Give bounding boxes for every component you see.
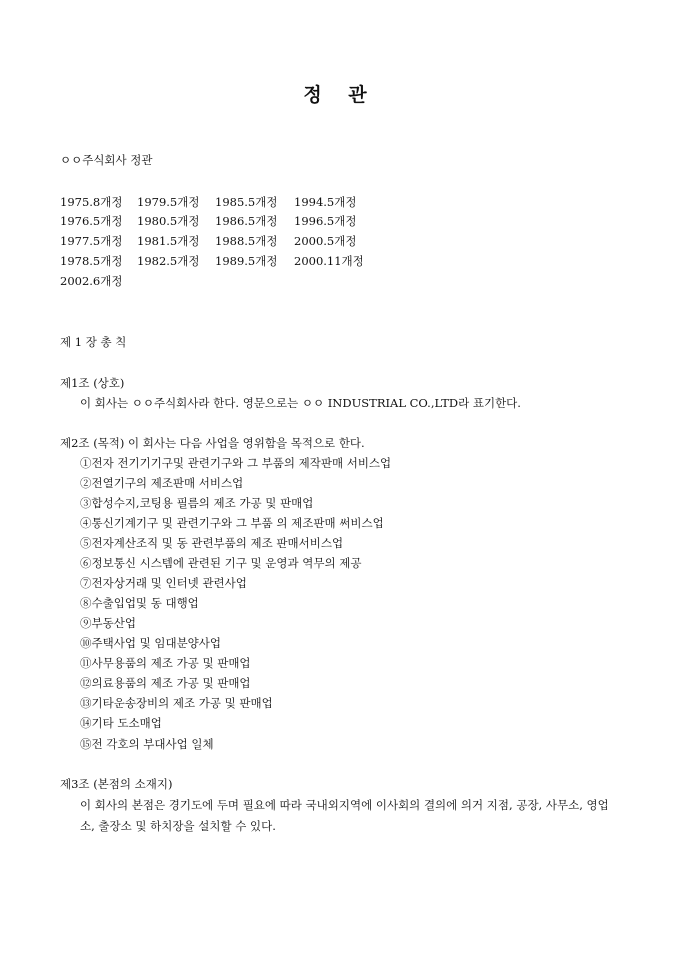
revision-entry: 1978.5개정	[60, 254, 123, 268]
company-title: ㅇㅇ주식회사 정관	[60, 153, 153, 167]
article-1-text: 이 회사는 ㅇㅇ주식회사라 한다. 영문으로는 ㅇㅇ INDUSTRIAL CO.,LTD라 표기한다.	[80, 396, 521, 410]
purpose-item: ⑦전자상거래 및 인터넷 관련사업	[80, 576, 247, 590]
revision-entry: 1996.5개정	[294, 214, 357, 228]
revision-entry: 1975.8개정	[60, 195, 123, 209]
purpose-item: ⑨부동산업	[80, 616, 136, 630]
revision-entry: 2002.6개정	[60, 274, 123, 288]
purpose-item: ④통신기계기구 및 관련기구와 그 부품 의 제조판매 써비스업	[80, 516, 384, 530]
purpose-item: ⑤전자계산조직 및 동 관련부품의 제조 판매서비스업	[80, 536, 344, 550]
purpose-item: ⑮전 각호의 부대사업 일체	[80, 737, 214, 751]
purpose-item: ⑭기타 도소매업	[80, 716, 162, 730]
revision-entry: 1979.5개정	[137, 195, 200, 209]
purpose-item: ①전자 전기기기구및 관련기구와 그 부품의 제작판매 서비스업	[80, 456, 392, 470]
revision-entry: 1985.5개정	[215, 195, 278, 209]
revision-entry: 1988.5개정	[215, 234, 278, 248]
chapter-heading: 제 1 장 총 칙	[60, 335, 127, 349]
purpose-item: ⑬기타운송장비의 제조 가공 및 판매업	[80, 696, 273, 710]
article-3-heading: 제3조 (본점의 소재지)	[60, 777, 173, 791]
document-title: 정 관	[303, 84, 377, 106]
revision-entry: 1980.5개정	[137, 214, 200, 228]
revision-entry: 1976.5개정	[60, 214, 123, 228]
revision-entry: 1981.5개정	[137, 234, 200, 248]
purpose-item: ②전열기구의 제조판매 서비스업	[80, 476, 244, 490]
purpose-item: ⑪사무용품의 제조 가공 및 판매업	[80, 656, 251, 670]
purpose-item: ③합성수지,코팅용 필름의 제조 가공 및 판매업	[80, 496, 314, 510]
revision-entry: 2000.5개정	[294, 234, 357, 248]
purpose-item: ⑥정보통신 시스템에 관련된 기구 및 운영과 역무의 제공	[80, 556, 362, 570]
revision-entry: 1986.5개정	[215, 214, 278, 228]
purpose-item: ⑫의료용품의 제조 가공 및 판매업	[80, 676, 251, 690]
article-3-text: 이 회사의 본점은 경기도에 두며 필요에 따라 국내외지역에 이사회의 결의에 의거 지점, 공장, 사무소, 영업소, 출장소 및 하치장을 설치할 수 있다.	[80, 798, 609, 833]
article-1-heading: 제1조 (상호)	[60, 376, 125, 390]
revision-entry: 2000.11개정	[294, 254, 364, 268]
revision-entry: 1989.5개정	[215, 254, 278, 268]
revision-entry: 1977.5개정	[60, 234, 123, 248]
revision-entry: 1994.5개정	[294, 195, 357, 209]
article-2-heading: 제2조 (목적) 이 회사는 다음 사업을 영위함을 목적으로 한다.	[60, 436, 365, 450]
purpose-item: ⑩주택사업 및 임대분양사업	[80, 636, 222, 650]
revision-entry: 1982.5개정	[137, 254, 200, 268]
purpose-item: ⑧수출입업및 동 대행업	[80, 596, 199, 610]
